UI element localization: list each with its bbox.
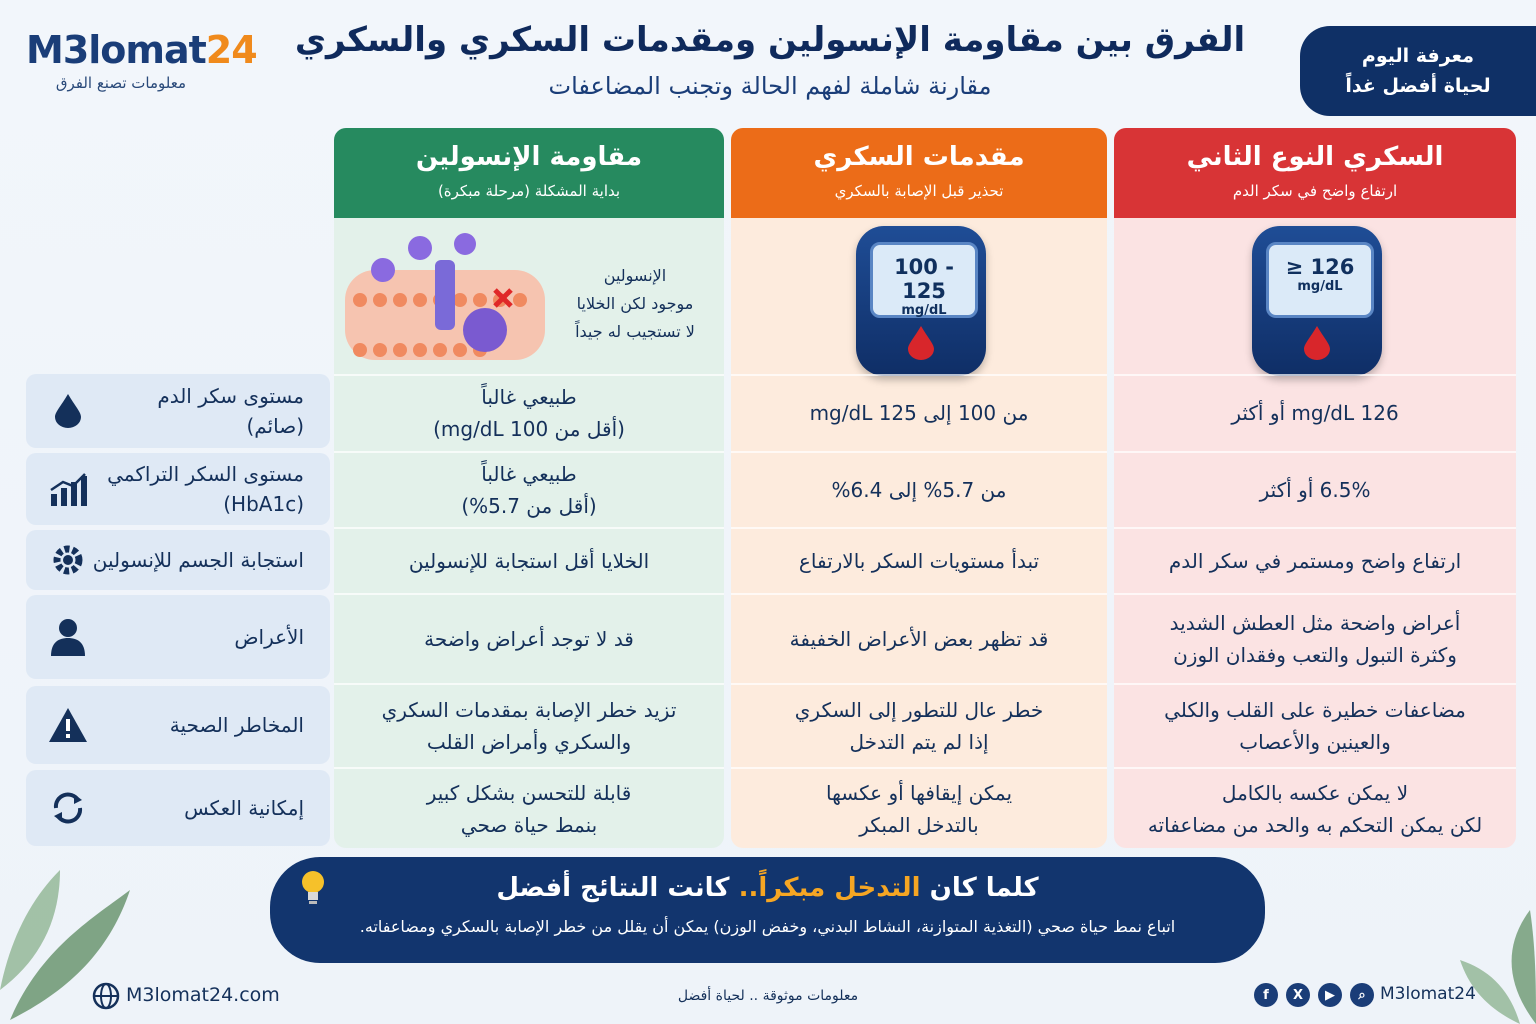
row-label-line-1: مستوى السكر التراكمي <box>107 462 304 486</box>
cell-line: الخلايا أقل استجابة للإنسولين <box>408 549 650 573</box>
brand-logo[interactable] <box>26 28 257 92</box>
cell-pre-risks <box>731 683 1107 767</box>
banner-headline <box>270 873 1265 903</box>
cell-membrane-illustration <box>345 230 545 370</box>
lightbulb-icon <box>298 868 328 908</box>
cell-ir-symptoms <box>334 593 724 683</box>
meter-value: 100 - 125 <box>894 255 954 303</box>
cell-line: لا يمكن عكسه بالكامل <box>1221 781 1409 805</box>
cell-line: من 100 إلى 125 mg/dL <box>809 401 1029 425</box>
cell-ir-response <box>334 527 724 593</box>
brand-tagline: معلومات تصنع الفرق <box>55 74 186 92</box>
bottom-message-banner <box>270 857 1265 963</box>
cell-line: قد لا توجد أعراض واضحة <box>424 627 634 651</box>
bar-chart-icon <box>48 469 88 509</box>
column-subtitle: ارتفاع واضح في سكر الدم <box>1232 182 1398 200</box>
banner-post: كانت النتائج أفضل <box>496 873 730 903</box>
cell-pre-symptoms <box>731 593 1107 683</box>
cell-t2-response <box>1114 527 1516 593</box>
cell-ir-fasting <box>334 374 724 450</box>
blood-drop-icon <box>48 391 88 431</box>
cell-ir-risks <box>334 683 724 767</box>
row-label-insulin-response <box>26 530 330 590</box>
leaf-decoration-right <box>1440 910 1536 1024</box>
globe-icon <box>92 982 120 1010</box>
column-header-insulin-resistance <box>334 128 724 218</box>
cell-line: قد تظهر بعض الأعراض الخفيفة <box>789 627 1049 651</box>
cell-ir-reversibility <box>334 767 724 849</box>
row-label-line-1: استجابة الجسم للإنسولين <box>92 548 304 572</box>
cell-line: مضاعفات خطيرة على القلب والكلي <box>1164 698 1466 722</box>
cell-pre-hba1c <box>731 451 1107 527</box>
row-label-line-1: المخاطر الصحية <box>169 713 304 737</box>
cell-line: بنمط حياة صحي <box>460 813 598 837</box>
row-label-line-1: مستوى سكر الدم <box>157 384 304 408</box>
meter-value: ≥ 126 <box>1285 255 1355 279</box>
cell-line: طبيعي غالباً <box>481 385 577 409</box>
blood-drop-icon <box>1304 326 1330 360</box>
cell-line: لكن يمكن التحكم به والحد من مضاعفاته <box>1147 813 1483 837</box>
cell-line: قابلة للتحسن بشكل كبير <box>426 781 632 805</box>
cell-t2-hba1c <box>1114 451 1516 527</box>
facebook-icon[interactable]: f <box>1254 983 1278 1007</box>
cell-t2-reversibility <box>1114 767 1516 849</box>
cell-line: يمكن إيقافها أو عكسها <box>825 781 1013 805</box>
cell-line: 126 mg/dL أو أكثر <box>1231 401 1399 425</box>
brand-number: 24 <box>205 28 257 72</box>
cell-line: والعينين والأعصاب <box>1239 730 1391 754</box>
brand-name: M3lomat <box>26 28 206 72</box>
cell-ir-hba1c <box>334 451 724 527</box>
cell-pre-response <box>731 527 1107 593</box>
website-link[interactable]: M3lomat24.com <box>126 984 280 1006</box>
row-label-reversibility <box>26 770 330 846</box>
meter-unit: mg/dL <box>901 303 947 318</box>
column-title: مقدمات السكري <box>813 142 1025 172</box>
cell-line: (أقل من 100 mg/dL) <box>433 417 625 441</box>
cell-line: أعراض واضحة مثل العطش الشديد <box>1169 611 1461 635</box>
daily-knowledge-badge <box>1300 26 1536 116</box>
cell-line: (أقل من 5.7%) <box>461 494 597 518</box>
person-icon <box>48 617 88 657</box>
glucose-meter-prediabetes <box>856 226 986 376</box>
caption-line-2: موجود لكن الخلايا <box>576 294 694 313</box>
banner-pre: كلما كان <box>929 873 1039 903</box>
banner-subtext: اتباع نمط حياة صحي (التغذية المتوازنة، النشاط البدني، وخفض الوزن) يمكن أن يقلل من خطر الإصابة بالسكري ومضاعفاته. <box>359 917 1176 936</box>
youtube-icon[interactable]: ▶ <box>1318 983 1342 1007</box>
column-title: السكري النوع الثاني <box>1186 142 1444 172</box>
meter-screen <box>870 242 978 318</box>
cell-line: بالتدخل المبكر <box>859 813 979 837</box>
search-icon[interactable]: ⌕ <box>1350 983 1374 1007</box>
cell-t2-risks <box>1114 683 1516 767</box>
cell-t2-symptoms <box>1114 593 1516 683</box>
cell-line: وكثرة التبول والتعب وفقدان الوزن <box>1173 643 1457 667</box>
cell-line: خطر عال للتطور إلى السكري <box>794 698 1044 722</box>
cell-line: من 5.7% إلى 6.4% <box>831 478 1007 502</box>
cell-pre-reversibility <box>731 767 1107 849</box>
glucose-meter-type2 <box>1252 226 1382 376</box>
warning-icon <box>48 705 88 745</box>
column-subtitle: بداية المشكلة (مرحلة مبكرة) <box>437 182 621 200</box>
cell-line: طبيعي غالباً <box>481 462 577 486</box>
row-label-hba1c <box>26 453 330 525</box>
column-header-prediabetes <box>731 128 1107 218</box>
cell-t2-fasting <box>1114 374 1516 450</box>
column-subtitle: تحذير قبل الإصابة بالسكري <box>834 182 1004 200</box>
badge-line-1: معرفة اليوم <box>1361 45 1475 67</box>
x-icon[interactable]: X <box>1286 983 1310 1007</box>
refresh-icon <box>48 788 88 828</box>
column-header-type2 <box>1114 128 1516 218</box>
meter-screen <box>1266 242 1374 318</box>
cell-line: والسكري وأمراض القلب <box>426 730 632 754</box>
cell-line: إذا لم يتم التدخل <box>849 730 989 754</box>
row-label-line-1: إمكانية العكس <box>184 796 304 820</box>
row-label-symptoms <box>26 595 330 679</box>
cell-line: 6.5% أو أكثر <box>1259 478 1371 502</box>
row-label-line-1: الأعراض <box>234 625 304 649</box>
badge-line-2: لحياة أفضل غداً <box>1345 75 1491 97</box>
cell-pre-fasting <box>731 374 1107 450</box>
row-label-line-2: (HbA1c) <box>223 492 304 516</box>
row-label-line-2: (صائم) <box>246 414 304 438</box>
cell-line: تبدأ مستويات السكر بالارتفاع <box>798 549 1040 573</box>
blood-drop-icon <box>908 326 934 360</box>
footer-slogan: معلومات موثوقة .. لحياة أفضل <box>677 988 859 1004</box>
meter-unit: mg/dL <box>1297 279 1343 294</box>
page-subtitle: مقارنة شاملة لفهم الحالة وتجنب المضاعفات <box>548 72 992 100</box>
cell-line: ارتفاع واضح ومستمر في سكر الدم <box>1168 549 1462 573</box>
column-title: مقاومة الإنسولين <box>415 142 643 172</box>
illustration-caption <box>555 262 715 346</box>
row-label-fasting-glucose <box>26 374 330 448</box>
banner-highlight: التدخل مبكراً.. <box>738 873 921 903</box>
caption-line-3: لا تستجيب له جيداً <box>575 322 695 341</box>
page-title: الفرق بين مقاومة الإنسولين ومقدمات السكري والسكري <box>294 20 1246 60</box>
row-label-health-risks <box>26 686 330 764</box>
social-handle[interactable]: M3lomat24 <box>1380 984 1476 1004</box>
caption-line-1: الإنسولين <box>603 266 667 285</box>
cell-line: تزيد خطر الإصابة بمقدمات السكري <box>381 698 677 722</box>
